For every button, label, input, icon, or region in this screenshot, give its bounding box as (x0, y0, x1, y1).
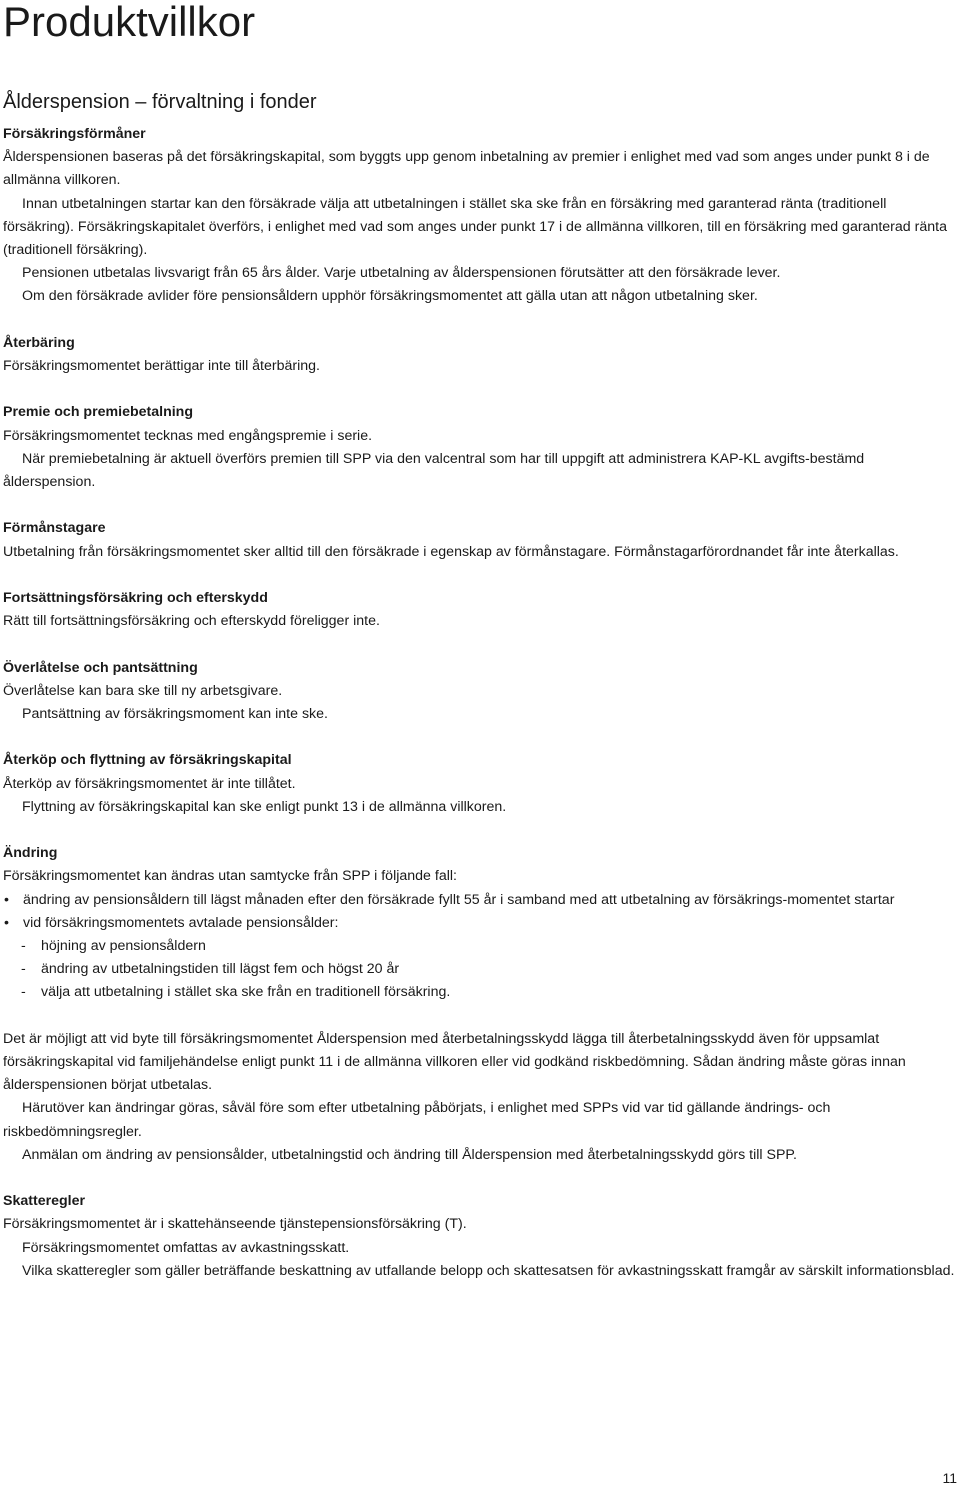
list-item (3, 889, 958, 912)
section-heading: Ändring (3, 845, 58, 862)
list-item (3, 958, 958, 981)
section-premie (3, 401, 958, 494)
list-item-text: välja att utbetalning i stället ska ske från en traditionell försäkring. (41, 984, 451, 1001)
paragraph: Vilka skatteregler som gäller beträffande beskattning av utfallande belopp och skattesatsen för avkastningsskatt framgår av särskilt informationsblad. (22, 1262, 955, 1279)
section-heading: Överlåtelse och pantsättning (3, 659, 198, 676)
section-heading: Fortsättningsförsäkring och efterskydd (3, 590, 268, 606)
paragraph: Försäkringsmomentet berättigar inte till återbäring. (3, 358, 320, 375)
document-body (3, 123, 958, 1306)
section-heading: Återbäring (3, 334, 75, 351)
bullet-list (3, 889, 958, 935)
dash-symbol: - (21, 938, 26, 954)
section-heading: Försäkringsförmåner (3, 126, 146, 142)
section-andring (3, 842, 958, 1004)
paragraph: När premiebetalning är aktuell överförs premien till SPP via den valcentral som har till uppgift att administrera KAP-KL avgifts-bestämd ålderspension. (3, 450, 865, 491)
section-heading: Förmånstagare (3, 520, 106, 537)
paragraph: Ålderspensionen baseras på det försäkringskapital, som byggts upp genom inbetalning av premier i enlighet med vad som anges under punkt 8 i de allmänna villkoren. (3, 149, 930, 189)
list-item-text: vid försäkringsmomentets avtalade pensionsålder: (23, 914, 339, 931)
document-subtitle: Ålderspension – förvaltning i fonder (3, 91, 317, 113)
paragraph: Försäkringsmomentet tecknas med engångspremie i serie. (3, 427, 373, 444)
section-fortsattning (3, 587, 958, 633)
paragraph: Innan utbetalningen startar kan den försäkrade välja att utbetalningen i stället ska ske från en försäkring med garanterad ränta (traditionell försäkring). Försäkringskapitalet överförs, i enlighet med vad som anges under punkt 17 i de allmänna villkoren, till en försäkring med garanterad ränta (traditionell försäkring). (3, 195, 947, 259)
section-andring-ovrigt (3, 1028, 958, 1167)
paragraph: Utbetalning från försäkringsmomentet sker alltid till den försäkrade i egenskap av förmånstagare. Förmånstagarförordnandet får inte återkallas. (3, 543, 899, 560)
bullet-symbol: • (4, 891, 9, 908)
paragraph: Flyttning av försäkringskapital kan ske enligt punkt 13 i de allmänna villkoren. (22, 798, 507, 815)
section-formanstagare (3, 517, 958, 563)
dash-symbol: - (21, 961, 26, 978)
section-heading: Återköp och flyttning av försäkringskapital (3, 752, 292, 769)
paragraph: Försäkringsmomentet kan ändras utan samtycke från SPP i följande fall: (3, 868, 457, 885)
list-item (3, 912, 958, 935)
bullet-symbol: • (4, 914, 9, 931)
paragraph: Återköp av försäkringsmomentet är inte tillåtet. (3, 775, 296, 792)
section-forsakringsformaner (3, 123, 958, 309)
section-aterbaring (3, 332, 958, 378)
section-heading: Skatteregler (3, 1193, 86, 1210)
list-item (3, 981, 958, 1004)
paragraph: Rätt till fortsättningsförsäkring och efterskydd föreligger inte. (3, 613, 380, 630)
list-item-text: höjning av pensionsåldern (41, 938, 206, 954)
paragraph: Pantsättning av försäkringsmoment kan inte ske. (22, 706, 328, 722)
section-heading: Premie och premiebetalning (3, 404, 194, 421)
page-title: Produktvillkor (3, 0, 256, 45)
paragraph: Härutöver kan ändringar göras, såväl före som efter utbetalning påbörjats, i enlighet med SPPs vid var tid gällande ändrings- och riskbedömningsregler. (3, 1100, 831, 1140)
paragraph: Det är möjligt att vid byte till försäkringsmomentet Ålderspension med återbetalningsskydd lägga till återbetalningsskydd även för uppsamlat försäkringskapital vid familjehändelse enligt punkt 11 i de allmänna villkoren eller vid godkänd riskbedömning. Sådan ändring måste göras innan ålderspensionen börjat utbetalas. (3, 1030, 906, 1094)
paragraph: Överlåtelse kan bara ske till ny arbetsgivare. (3, 682, 283, 699)
dash-list (3, 935, 958, 1005)
section-skatteregler (3, 1190, 958, 1283)
list-item-text: ändring av utbetalningstiden till lägst fem och högst 20 år (41, 961, 400, 978)
dash-symbol: - (21, 984, 26, 1001)
paragraph: Om den försäkrade avlider före pensionsåldern upphör försäkringsmomentet att gälla utan att någon utbetalning sker. (22, 288, 758, 305)
list-item (3, 935, 958, 958)
section-overlatelse (3, 657, 958, 727)
page-number: 11 (942, 1470, 957, 1486)
section-aterkop (3, 749, 958, 819)
paragraph: Försäkringsmomentet omfattas av avkastningsskatt. (22, 1239, 350, 1256)
paragraph: Pensionen utbetalas livsvarigt från 65 års ålder. Varje utbetalning av ålderspensionen förutsätter att den försäkrade lever. (22, 265, 781, 282)
paragraph: Försäkringsmomentet är i skattehänseende tjänstepensionsförsäkring (T). (3, 1216, 467, 1233)
list-item-text: ändring av pensionsåldern till lägst månaden efter den försäkrade fyllt 55 år i samband med att utbetalning av försäkrings-momentet startar (23, 891, 895, 908)
paragraph: Anmälan om ändring av pensionsålder, utbetalningstid och ändring till Ålderspension med återbetalningsskydd görs till SPP. (22, 1146, 797, 1163)
